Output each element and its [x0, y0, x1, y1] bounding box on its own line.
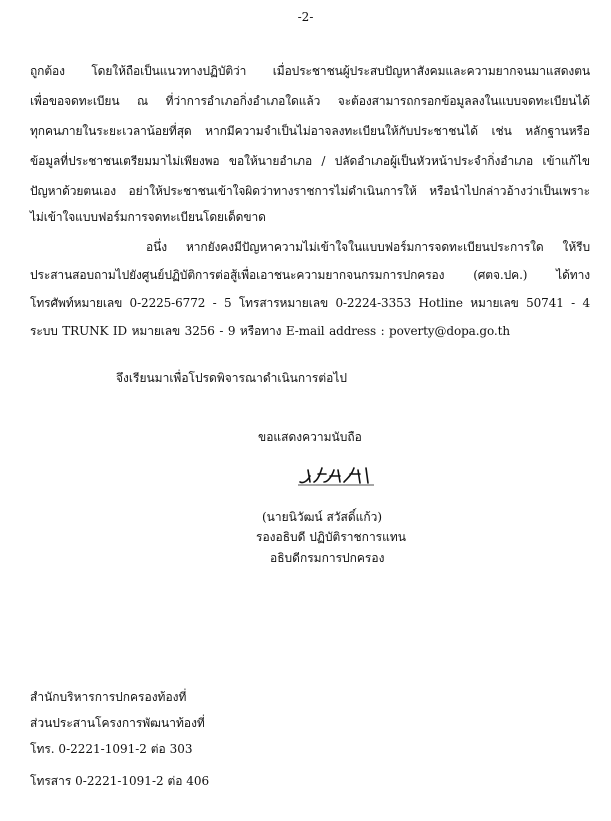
page-number: -2- [297, 10, 314, 24]
signer-title: อธิบดีกรมการปกครอง [270, 551, 385, 565]
paragraph-2-line: อนึ่ง หากยังคงมีปัญหาความไม่เข้าใจในแบบฟอร์มการจดทะเบียนประการใด ให้รีบ [146, 240, 590, 254]
signer-title: รองอธิบดี ปฏิบัติราชการแทน [256, 530, 406, 544]
paragraph-2-line: ประสานสอบถามไปยังศูนย์ปฏิบัติการต่อสู้เพื่อเอาชนะความยากจนกรมการปกครอง (ศตจ.ปค.) ได้ทาง [30, 268, 590, 282]
salutation: ขอแสดงความนับถือ [258, 430, 362, 444]
paragraph-1-line: ทุกคนภายในระยะเวลาน้อยที่สุด หากมีความจำเป็นไม่อาจลงทะเบียนให้กับประชาชนได้ เช่น หลักฐานหรือ [30, 124, 590, 138]
closing-request: จึงเรียนมาเพื่อโปรดพิจารณาดำเนินการต่อไป [116, 371, 347, 385]
footer-division: ส่วนประสานโครงการพัฒนาท้องที่ [30, 716, 205, 730]
paragraph-2-line: ระบบ TRUNK ID หมายเลข 3256 - 9 หรือทาง E-mail address : poverty@dopa.go.th [30, 324, 510, 338]
footer-office: สำนักบริหารการปกครองท้องที่ [30, 690, 187, 704]
paragraph-1-line: ถูกต้อง โดยให้ถือเป็นแนวทางปฏิบัติว่า เมื่อประชาชนผู้ประสบปัญหาสังคมและความยากจนมาแสดงตน [30, 64, 590, 78]
paragraph-1-line: ปัญหาด้วยตนเอง อย่าให้ประชาชนเข้าใจผิดว่าทางราชการไม่ดำเนินการให้ หรือนำไปกล่าวอ้างว่าเป็นเพราะ [30, 184, 590, 198]
paragraph-2-line: โทรศัพท์หมายเลข 0-2225-6772 - 5 โทรสารหมายเลข 0-2224-3353 Hotline หมายเลข 50741 - 4 [30, 296, 590, 310]
paragraph-1-line: เพื่อขอจดทะเบียน ณ ที่ว่าการอำเภอกิ่งอำเภอใดแล้ว จะต้องสามารถกรอกข้อมูลลงในแบบจดทะเบียนได้ [30, 94, 590, 108]
handwritten-signature [296, 462, 386, 488]
paragraph-1-line: ไม่เข้าใจแบบฟอร์มการจดทะเบียนโดยเด็ดขาด [30, 210, 266, 224]
footer-fax: โทรสาร 0-2221-1091-2 ต่อ 406 [30, 774, 210, 788]
paragraph-1-line: ข้อมูลที่ประชาชนเตรียมมาไม่เพียงพอ ขอให้นายอำเภอ / ปลัดอำเภอผู้เป็นหัวหน้าประจำกิ่งอำเภอ เข้าแก้ไข [30, 154, 590, 168]
signer-name: (นายนิวัฒน์ สวัสดิ์แก้ว) [262, 510, 383, 524]
footer-telephone: โทร. 0-2221-1091-2 ต่อ 303 [30, 742, 193, 756]
